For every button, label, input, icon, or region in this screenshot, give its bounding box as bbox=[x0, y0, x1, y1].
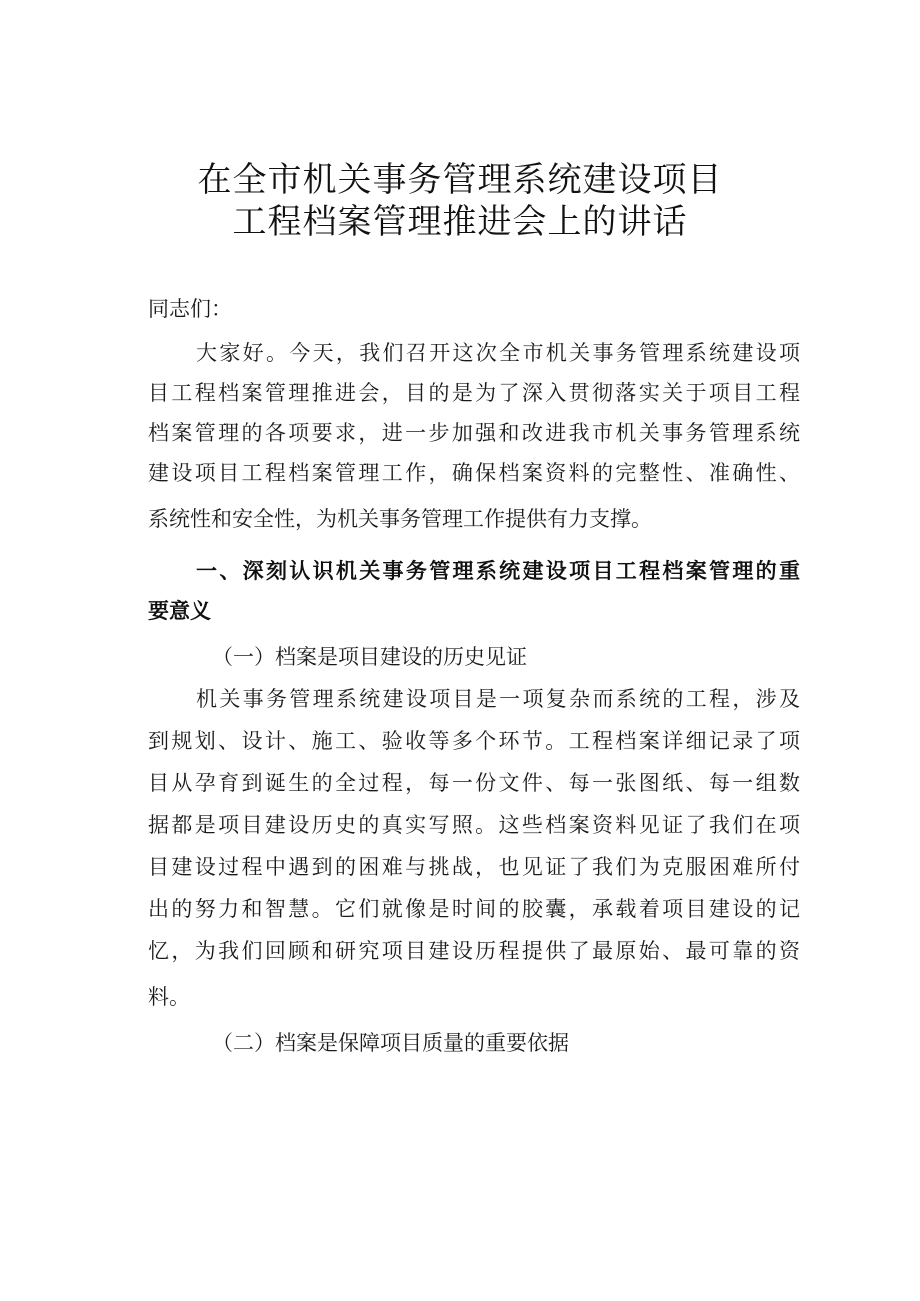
intro-line: 系统性和安全性，为机关事务管理工作提供有力支撑。 bbox=[148, 507, 652, 531]
body-line: 忆，为我们回顾和研究项目建设历程提供了最原始、最可靠的资 bbox=[148, 939, 800, 963]
body-line: 目建设过程中遇到的困难与挑战，也见证了我们为克服困难所付 bbox=[148, 855, 800, 879]
intro-line: 大家好。今天，我们召开这次全市机关事务管理系统建设项 bbox=[196, 341, 800, 365]
body-line: 据都是项目建设历史的真实写照。这些档案资料见证了我们在项 bbox=[148, 813, 800, 837]
document-title-line-2: 工程档案管理推进会上的讲话 bbox=[232, 202, 688, 242]
intro-line: 档案管理的各项要求，进一步加强和改进我市机关事务管理系统 bbox=[148, 421, 800, 445]
body-line: 出的努力和智慧。它们就像是时间的胶囊，承载着项目建设的记 bbox=[148, 897, 800, 921]
section-heading-line: 要意义 bbox=[148, 599, 211, 623]
section-heading-line: 一、深刻认识机关事务管理系统建设项目工程档案管理的重 bbox=[196, 559, 800, 583]
body-line: 目从孕育到诞生的全过程，每一份文件、每一张图纸、每一组数 bbox=[148, 771, 800, 795]
body-line: 到规划、设计、施工、验收等多个环节。工程档案详细记录了项 bbox=[148, 729, 800, 753]
intro-line: 建设项目工程档案管理工作，确保档案资料的完整性、准确性、 bbox=[148, 461, 800, 485]
body-line: 料。 bbox=[148, 985, 190, 1009]
intro-line: 目工程档案管理推进会，目的是为了深入贯彻落实关于项目工程 bbox=[148, 381, 800, 405]
document-title-line-1: 在全市机关事务管理系统建设项目 bbox=[197, 160, 723, 200]
subsection-title: （一）档案是项目建设的历史见证 bbox=[212, 645, 527, 669]
subsection-title: （二）档案是保障项目质量的重要依据 bbox=[212, 1031, 569, 1055]
body-line: 机关事务管理系统建设项目是一项复杂而系统的工程，涉及 bbox=[196, 687, 800, 711]
salutation: 同志们： bbox=[148, 297, 232, 321]
